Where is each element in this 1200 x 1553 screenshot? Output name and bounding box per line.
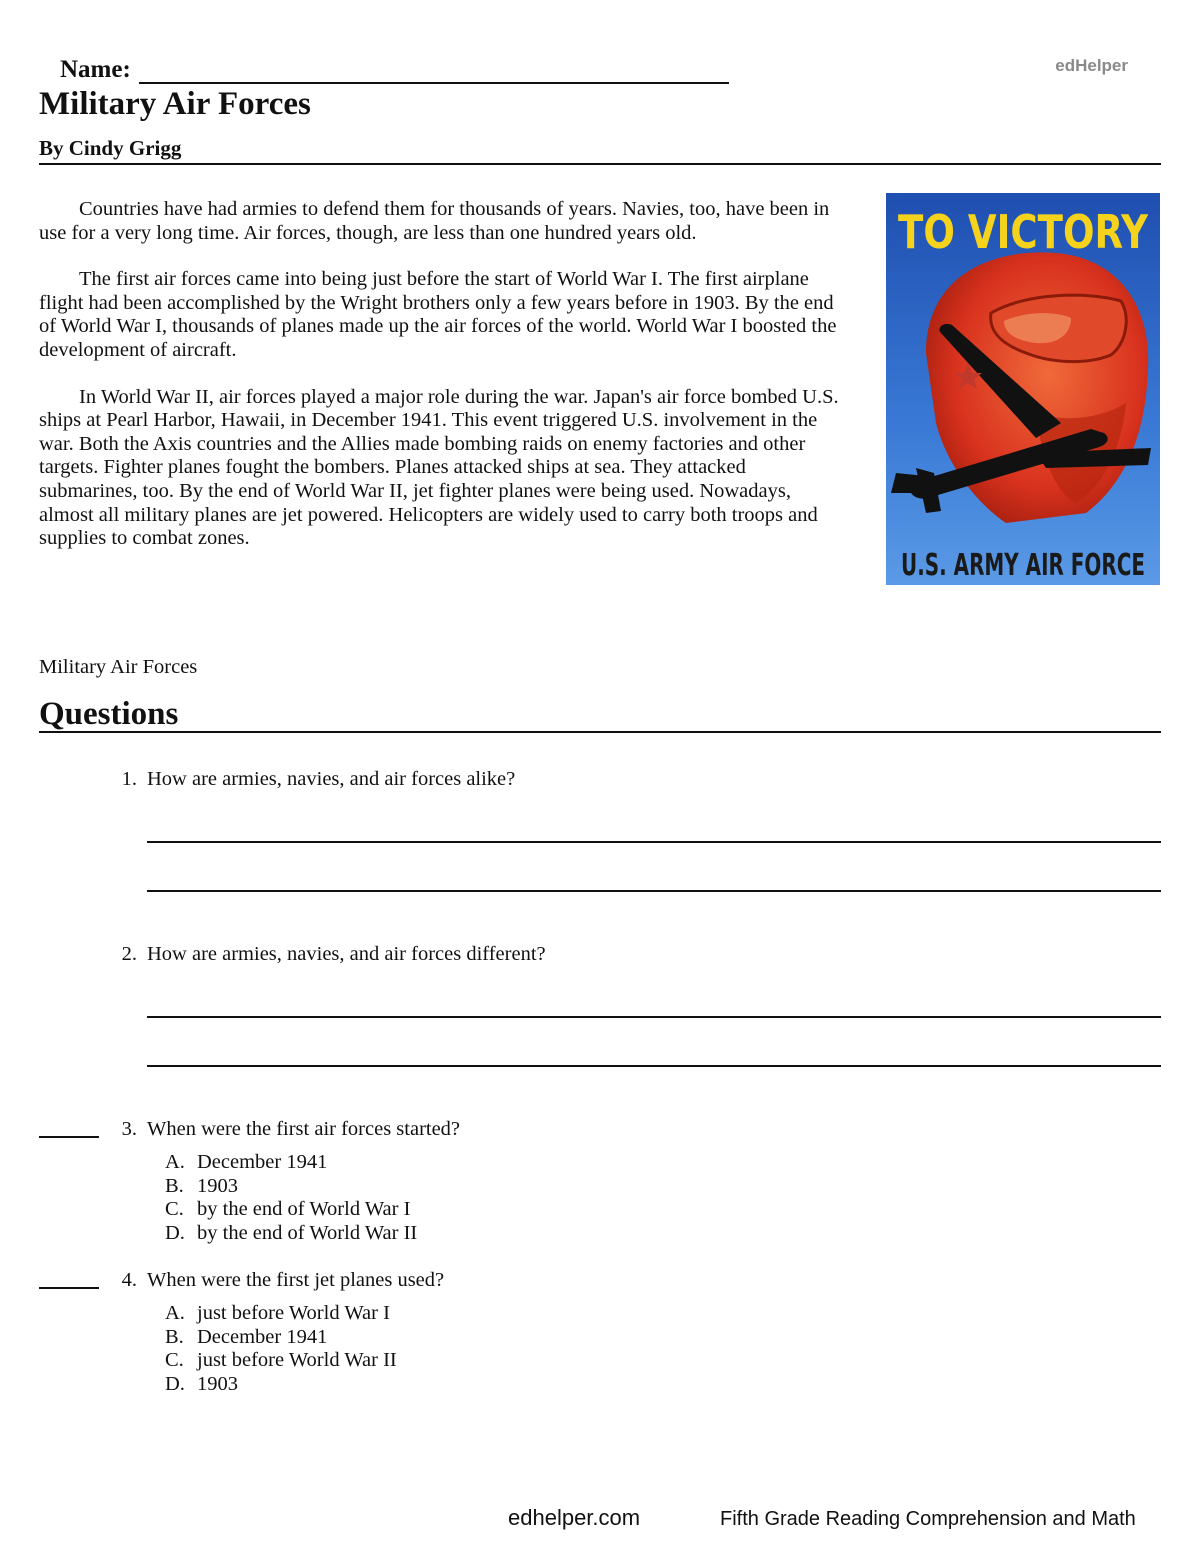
- choice-item: A. December 1941: [165, 1151, 328, 1173]
- reading-passage: [39, 198, 844, 574]
- question-number: 4.: [121, 1269, 137, 1291]
- poster-illustration: [886, 193, 1160, 585]
- header-divider: [39, 163, 1161, 165]
- choice-item: A. just before World War I: [165, 1302, 390, 1324]
- question-3: [109, 1118, 1161, 1148]
- question-text: How are armies, navies, and air forces different?: [147, 943, 546, 965]
- choice-item: B. December 1941: [165, 1325, 328, 1348]
- question-2: [109, 943, 1161, 973]
- answer-blank[interactable]: [39, 1287, 99, 1289]
- question-number: 2.: [121, 943, 137, 965]
- name-blank-line[interactable]: [139, 60, 729, 84]
- questions-heading: Questions: [39, 696, 179, 732]
- question-text: How are armies, navies, and air forces alike?: [147, 768, 516, 790]
- choice-item: C. by the end of World War I: [165, 1198, 411, 1221]
- answer-line[interactable]: [147, 1065, 1161, 1067]
- questions-divider: [39, 731, 1161, 733]
- question-number: 3.: [121, 1118, 137, 1140]
- poster-caption: U.S. ARMY AIR FORCE: [901, 548, 1145, 583]
- question-text: When were the first air forces started?: [147, 1118, 461, 1140]
- passage-paragraph: The first air forces came into being just before the start of World War I. The first airplane flight had been accomplished by the Wright brothers only a few years before in 1903. By the end of World War I, thousands of planes made up the air forces of the world. World War I boosted the development of aircraft.: [39, 268, 837, 361]
- question-4: [109, 1269, 1161, 1299]
- section-subtitle: Military Air Forces: [39, 656, 198, 678]
- footer-site-link[interactable]: edhelper.com: [508, 1505, 641, 1530]
- passage-paragraph: Countries have had armies to defend them for thousands of years. Navies, too, have been in use for a very long time. Air forces, though, are less than one hundred years old.: [39, 198, 830, 244]
- brand-logo-text: edHelper: [1055, 56, 1128, 75]
- author-byline: By Cindy Grigg: [39, 136, 182, 160]
- passage-paragraph: In World War II, air forces played a major role during the war. Japan's air force bombed U.S. ships at Pearl Harbor, Hawaii, in December 1941. This event triggered U.S. involvement in the war. Both the Axis countries and the Allies made bombing raids on enemy factories and other targets. Fighter planes fought the bombers. Planes attacked ships at sea. They attacked submarines, too. By the end of World War II, jet fighter planes were being used. Nowadays, almost all military planes are jet powered. Helicopters are widely used to carry both troops and supplies to combat zones.: [39, 385, 839, 550]
- poster-title: TO VICTORY: [898, 205, 1149, 259]
- question-text: When were the first jet planes used?: [147, 1269, 445, 1291]
- answer-blank[interactable]: [39, 1136, 99, 1138]
- choice-list: [165, 1302, 397, 1396]
- name-label: Name:: [60, 56, 131, 83]
- choice-item: D. by the end of World War II: [165, 1221, 418, 1244]
- choice-item: D. 1903: [165, 1372, 238, 1395]
- question-number: 1.: [121, 768, 137, 790]
- choice-item: C. just before World War II: [165, 1349, 397, 1372]
- answer-line[interactable]: [147, 841, 1161, 843]
- to-victory-poster: [886, 193, 1160, 585]
- page-title: Military Air Forces: [39, 86, 311, 122]
- footer-subtitle: Fifth Grade Reading Comprehension and Math: [720, 1508, 1136, 1530]
- choice-item: B. 1903: [165, 1174, 238, 1197]
- answer-line[interactable]: [147, 1016, 1161, 1018]
- question-1: [109, 768, 1161, 898]
- answer-line[interactable]: [147, 890, 1161, 892]
- choice-list: [165, 1151, 417, 1245]
- name-field: [60, 56, 729, 84]
